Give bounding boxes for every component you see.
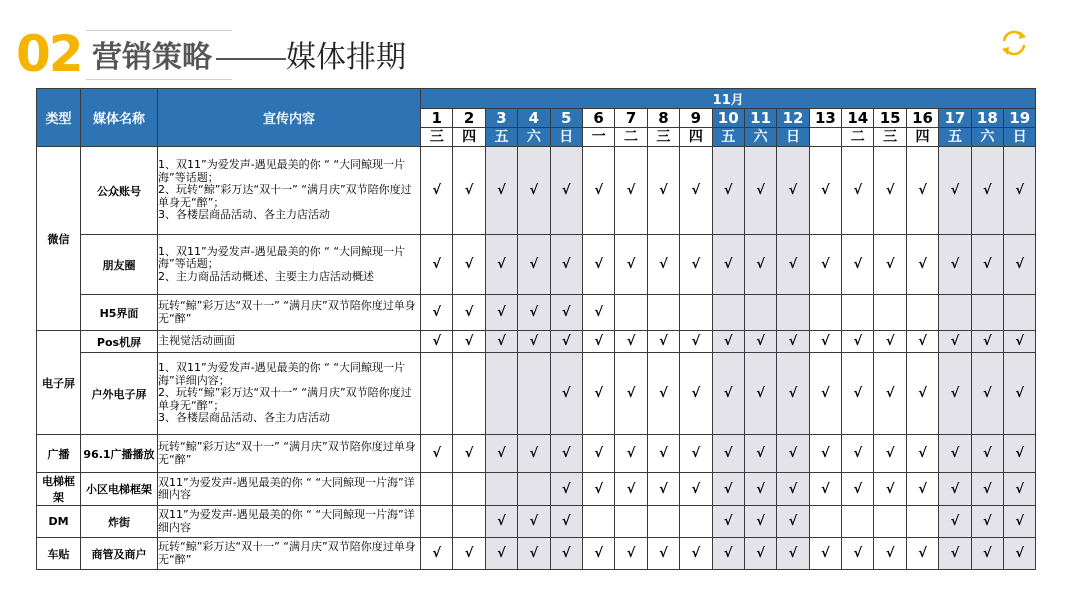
schedule-cell: √ — [744, 506, 776, 538]
schedule-cell: √ — [421, 295, 453, 331]
weekday: 四 — [906, 128, 938, 147]
schedule-cell: √ — [421, 147, 453, 235]
schedule-cell: √ — [680, 435, 712, 473]
schedule-cell: √ — [906, 147, 938, 235]
schedule-cell: √ — [582, 331, 614, 353]
schedule-cell: √ — [874, 353, 906, 435]
schedule-cell: √ — [1004, 506, 1036, 538]
schedule-cell: √ — [971, 506, 1003, 538]
schedule-cell: √ — [777, 435, 809, 473]
schedule-cell — [485, 473, 517, 506]
schedule-cell: √ — [485, 538, 517, 570]
schedule-cell: √ — [744, 147, 776, 235]
schedule-cell: √ — [712, 473, 744, 506]
weekday: 日 — [550, 128, 582, 147]
schedule-cell — [906, 506, 938, 538]
schedule-cell — [906, 295, 938, 331]
schedule-cell: √ — [809, 331, 841, 353]
schedule-cell: √ — [680, 235, 712, 295]
media-schedule-table — [36, 88, 1036, 570]
schedule-cell: √ — [550, 235, 582, 295]
day-number: 6 — [582, 109, 614, 128]
schedule-cell — [453, 353, 485, 435]
schedule-cell: √ — [485, 235, 517, 295]
schedule-cell: √ — [421, 538, 453, 570]
schedule-cell: √ — [582, 147, 614, 235]
schedule-cell — [582, 506, 614, 538]
day-number: 17 — [939, 109, 971, 128]
schedule-cell — [518, 473, 550, 506]
day-number: 15 — [874, 109, 906, 128]
header-type: 类型 — [37, 89, 81, 147]
schedule-cell: √ — [906, 435, 938, 473]
promo-content: 1、双11”为爱发声-遇见最美的你 “ “大同鲸现一片海”等话题； 2、主力商品活动概述、主要主力店活动概述 — [158, 235, 421, 295]
schedule-cell: √ — [809, 538, 841, 570]
schedule-cell — [712, 295, 744, 331]
schedule-cell: √ — [809, 473, 841, 506]
schedule-cell: √ — [680, 538, 712, 570]
schedule-cell: √ — [453, 235, 485, 295]
day-number: 3 — [485, 109, 517, 128]
schedule-cell — [842, 295, 874, 331]
schedule-cell — [777, 295, 809, 331]
header-media: 媒体名称 — [81, 89, 158, 147]
schedule-cell: √ — [1004, 473, 1036, 506]
media-name: H5界面 — [81, 295, 158, 331]
schedule-cell: √ — [518, 506, 550, 538]
section-number: 02 — [16, 25, 82, 83]
schedule-cell: √ — [906, 473, 938, 506]
schedule-cell: √ — [906, 331, 938, 353]
schedule-cell: √ — [874, 235, 906, 295]
day-number: 1 — [421, 109, 453, 128]
schedule-cell: √ — [906, 235, 938, 295]
media-name: 96.1广播播放 — [81, 435, 158, 473]
day-number: 16 — [906, 109, 938, 128]
page-subtitle: 媒体排期 — [286, 40, 406, 75]
day-number: 5 — [550, 109, 582, 128]
schedule-cell — [485, 353, 517, 435]
media-type: DM — [37, 506, 81, 538]
schedule-cell: √ — [518, 538, 550, 570]
weekday: 四 — [453, 128, 485, 147]
schedule-cell: √ — [550, 538, 582, 570]
day-number: 10 — [712, 109, 744, 128]
schedule-cell: √ — [582, 473, 614, 506]
media-name: 小区电梯框架 — [81, 473, 158, 506]
schedule-cell: √ — [712, 538, 744, 570]
schedule-cell: √ — [550, 147, 582, 235]
schedule-cell: √ — [777, 331, 809, 353]
schedule-cell: √ — [615, 435, 647, 473]
weekday: 五 — [939, 128, 971, 147]
schedule-cell: √ — [647, 353, 679, 435]
table-row — [37, 235, 1036, 295]
schedule-cell: √ — [680, 473, 712, 506]
schedule-cell: √ — [615, 353, 647, 435]
schedule-cell: √ — [777, 506, 809, 538]
schedule-cell — [421, 353, 453, 435]
media-type: 微信 — [37, 147, 81, 331]
day-number: 2 — [453, 109, 485, 128]
schedule-cell: √ — [939, 147, 971, 235]
weekday: 六 — [971, 128, 1003, 147]
schedule-cell — [971, 295, 1003, 331]
schedule-cell: √ — [842, 353, 874, 435]
table-row — [37, 435, 1036, 473]
day-number: 18 — [971, 109, 1003, 128]
schedule-cell: √ — [971, 147, 1003, 235]
schedule-cell: √ — [971, 435, 1003, 473]
schedule-cell — [453, 506, 485, 538]
schedule-cell: √ — [777, 353, 809, 435]
schedule-cell: √ — [485, 295, 517, 331]
schedule-cell: √ — [615, 473, 647, 506]
schedule-cell: √ — [842, 235, 874, 295]
promo-content: 玩转“鲸”彩万达“双十一” “满月庆”双节陪你度过单身无“醉” — [158, 538, 421, 570]
schedule-cell: √ — [842, 473, 874, 506]
promo-content: 双11”为爱发声-遇见最美的你 “ “大同鲸现一片海”详细内容 — [158, 506, 421, 538]
schedule-cell — [421, 506, 453, 538]
schedule-cell: √ — [485, 506, 517, 538]
schedule-cell — [939, 295, 971, 331]
schedule-cell: √ — [971, 235, 1003, 295]
day-number: 13 — [809, 109, 841, 128]
schedule-cell — [874, 295, 906, 331]
schedule-cell: √ — [485, 435, 517, 473]
table-row — [37, 295, 1036, 331]
day-number: 7 — [615, 109, 647, 128]
weekday: 五 — [712, 128, 744, 147]
schedule-cell — [874, 506, 906, 538]
promo-content: 玩转“鲸”彩万达“双十一” “满月庆”双节陪你度过单身无“醉” — [158, 435, 421, 473]
schedule-cell: √ — [1004, 235, 1036, 295]
schedule-cell: √ — [874, 473, 906, 506]
schedule-cell: √ — [680, 353, 712, 435]
schedule-cell — [809, 295, 841, 331]
schedule-cell: √ — [615, 538, 647, 570]
schedule-cell: √ — [777, 147, 809, 235]
table-row — [37, 353, 1036, 435]
weekday: 日 — [1004, 128, 1036, 147]
schedule-cell — [680, 295, 712, 331]
schedule-cell: √ — [647, 147, 679, 235]
schedule-cell: √ — [615, 235, 647, 295]
weekday: 四 — [680, 128, 712, 147]
schedule-cell: √ — [809, 435, 841, 473]
schedule-cell: √ — [582, 353, 614, 435]
table-row — [37, 473, 1036, 506]
day-number: 8 — [647, 109, 679, 128]
media-name: 炸街 — [81, 506, 158, 538]
schedule-cell: √ — [453, 538, 485, 570]
schedule-cell: √ — [874, 331, 906, 353]
table-row — [37, 147, 1036, 235]
schedule-cell: √ — [744, 473, 776, 506]
media-type: 车贴 — [37, 538, 81, 570]
header-content: 宣传内容 — [158, 89, 421, 147]
schedule-cell: √ — [809, 147, 841, 235]
schedule-cell: √ — [1004, 538, 1036, 570]
day-number: 9 — [680, 109, 712, 128]
schedule-cell: √ — [744, 235, 776, 295]
schedule-cell: √ — [939, 331, 971, 353]
weekday: 二 — [615, 128, 647, 147]
schedule-cell: √ — [971, 473, 1003, 506]
promo-content: 1、双11”为爱发声-遇见最美的你 “ “大同鲸现一片海”等话题； 2、玩转“鲸”彩万达“双十一” “满月庆”双节陪你度过单身无“醉”； 3、各楼层商品活动、各主力店活动 — [158, 147, 421, 235]
schedule-cell: √ — [647, 435, 679, 473]
schedule-cell: √ — [615, 147, 647, 235]
schedule-cell: √ — [421, 235, 453, 295]
schedule-cell: √ — [615, 331, 647, 353]
schedule-cell: √ — [485, 147, 517, 235]
schedule-cell: √ — [712, 147, 744, 235]
weekday: 三 — [421, 128, 453, 147]
schedule-cell: √ — [939, 353, 971, 435]
schedule-cell: √ — [647, 235, 679, 295]
weekday: 二 — [842, 128, 874, 147]
schedule-cell: √ — [485, 331, 517, 353]
media-name: Pos机屏 — [81, 331, 158, 353]
schedule-cell: √ — [744, 353, 776, 435]
schedule-cell: √ — [647, 331, 679, 353]
schedule-cell: √ — [842, 435, 874, 473]
schedule-cell: √ — [777, 538, 809, 570]
schedule-cell: √ — [906, 353, 938, 435]
schedule-cell: √ — [809, 235, 841, 295]
day-number: 12 — [777, 109, 809, 128]
media-type: 电梯框架 — [37, 473, 81, 506]
schedule-cell: √ — [744, 435, 776, 473]
schedule-cell: √ — [1004, 435, 1036, 473]
schedule-cell: √ — [582, 235, 614, 295]
weekday: 日 — [777, 128, 809, 147]
schedule-cell — [842, 506, 874, 538]
weekday: 六 — [744, 128, 776, 147]
schedule-cell: √ — [939, 235, 971, 295]
schedule-cell — [647, 506, 679, 538]
media-name: 户外电子屏 — [81, 353, 158, 435]
schedule-cell: √ — [777, 473, 809, 506]
schedule-cell: √ — [550, 353, 582, 435]
schedule-cell — [680, 506, 712, 538]
schedule-cell: √ — [939, 538, 971, 570]
schedule-cell: √ — [680, 147, 712, 235]
schedule-cell: √ — [518, 295, 550, 331]
schedule-cell: √ — [550, 295, 582, 331]
weekday: 六 — [518, 128, 550, 147]
table-row — [37, 538, 1036, 570]
schedule-cell — [518, 353, 550, 435]
schedule-cell: √ — [518, 235, 550, 295]
schedule-cell: √ — [712, 353, 744, 435]
schedule-cell: √ — [550, 435, 582, 473]
schedule-cell — [615, 506, 647, 538]
weekday: 三 — [874, 128, 906, 147]
schedule-cell: √ — [453, 147, 485, 235]
refresh-icon[interactable] — [998, 28, 1030, 58]
schedule-cell: √ — [777, 235, 809, 295]
schedule-cell: √ — [421, 331, 453, 353]
schedule-cell: √ — [712, 435, 744, 473]
schedule-cell: √ — [1004, 147, 1036, 235]
header-month: 11月 — [421, 89, 1036, 109]
schedule-cell: √ — [680, 331, 712, 353]
schedule-cell — [615, 295, 647, 331]
schedule-cell: √ — [518, 331, 550, 353]
schedule-cell: √ — [1004, 331, 1036, 353]
schedule-cell: √ — [874, 435, 906, 473]
schedule-cell — [744, 295, 776, 331]
title-divider — [216, 58, 286, 60]
table-row — [37, 331, 1036, 353]
schedule-cell: √ — [744, 538, 776, 570]
schedule-cell: √ — [712, 331, 744, 353]
promo-content: 玩转“鲸”彩万达“双十一” “满月庆”双节陪你度过单身无“醉” — [158, 295, 421, 331]
schedule-cell: √ — [874, 147, 906, 235]
media-name: 商管及商户 — [81, 538, 158, 570]
schedule-cell: √ — [842, 538, 874, 570]
weekday — [809, 128, 841, 147]
schedule-cell: √ — [809, 353, 841, 435]
schedule-cell: √ — [453, 331, 485, 353]
weekday: 三 — [647, 128, 679, 147]
day-number: 14 — [842, 109, 874, 128]
media-type: 广播 — [37, 435, 81, 473]
schedule-cell — [647, 295, 679, 331]
schedule-cell: √ — [939, 506, 971, 538]
schedule-cell — [421, 473, 453, 506]
day-number: 4 — [518, 109, 550, 128]
schedule-cell: √ — [842, 331, 874, 353]
schedule-cell: √ — [939, 435, 971, 473]
schedule-cell: √ — [971, 331, 1003, 353]
schedule-cell: √ — [939, 473, 971, 506]
schedule-cell: √ — [550, 473, 582, 506]
promo-content: 双11”为爱发声-遇见最美的你 “ “大同鲸现一片海”详细内容 — [158, 473, 421, 506]
media-name: 公众账号 — [81, 147, 158, 235]
day-number: 11 — [744, 109, 776, 128]
schedule-cell: √ — [453, 435, 485, 473]
schedule-cell: √ — [582, 295, 614, 331]
media-type: 电子屏 — [37, 331, 81, 435]
schedule-cell: √ — [421, 435, 453, 473]
schedule-cell: √ — [550, 331, 582, 353]
schedule-cell: √ — [647, 538, 679, 570]
schedule-cell — [809, 506, 841, 538]
table-row — [37, 506, 1036, 538]
schedule-cell: √ — [518, 147, 550, 235]
schedule-cell: √ — [712, 235, 744, 295]
schedule-cell: √ — [744, 331, 776, 353]
schedule-cell: √ — [874, 538, 906, 570]
schedule-cell: √ — [582, 538, 614, 570]
promo-content: 1、双11”为爱发声-遇见最美的你 “ “大同鲸现一片海”详细内容； 2、玩转“鲸”彩万达“双十一” “满月庆”双节陪你度过单身无“醉”； 3、各楼层商品活动、各主力店活动 — [158, 353, 421, 435]
schedule-cell: √ — [842, 147, 874, 235]
schedule-cell: √ — [518, 435, 550, 473]
schedule-cell: √ — [647, 473, 679, 506]
media-name: 朋友圈 — [81, 235, 158, 295]
schedule-cell: √ — [712, 506, 744, 538]
promo-content: 主视觉活动画面 — [158, 331, 421, 353]
page-title: 营销策略 — [92, 40, 212, 75]
schedule-cell: √ — [550, 506, 582, 538]
weekday: 五 — [485, 128, 517, 147]
schedule-cell: √ — [1004, 353, 1036, 435]
schedule-cell: √ — [971, 538, 1003, 570]
day-number: 19 — [1004, 109, 1036, 128]
schedule-cell — [1004, 295, 1036, 331]
weekday: 一 — [582, 128, 614, 147]
schedule-cell: √ — [582, 435, 614, 473]
schedule-cell — [453, 473, 485, 506]
schedule-cell: √ — [453, 295, 485, 331]
schedule-cell: √ — [906, 538, 938, 570]
schedule-cell: √ — [971, 353, 1003, 435]
